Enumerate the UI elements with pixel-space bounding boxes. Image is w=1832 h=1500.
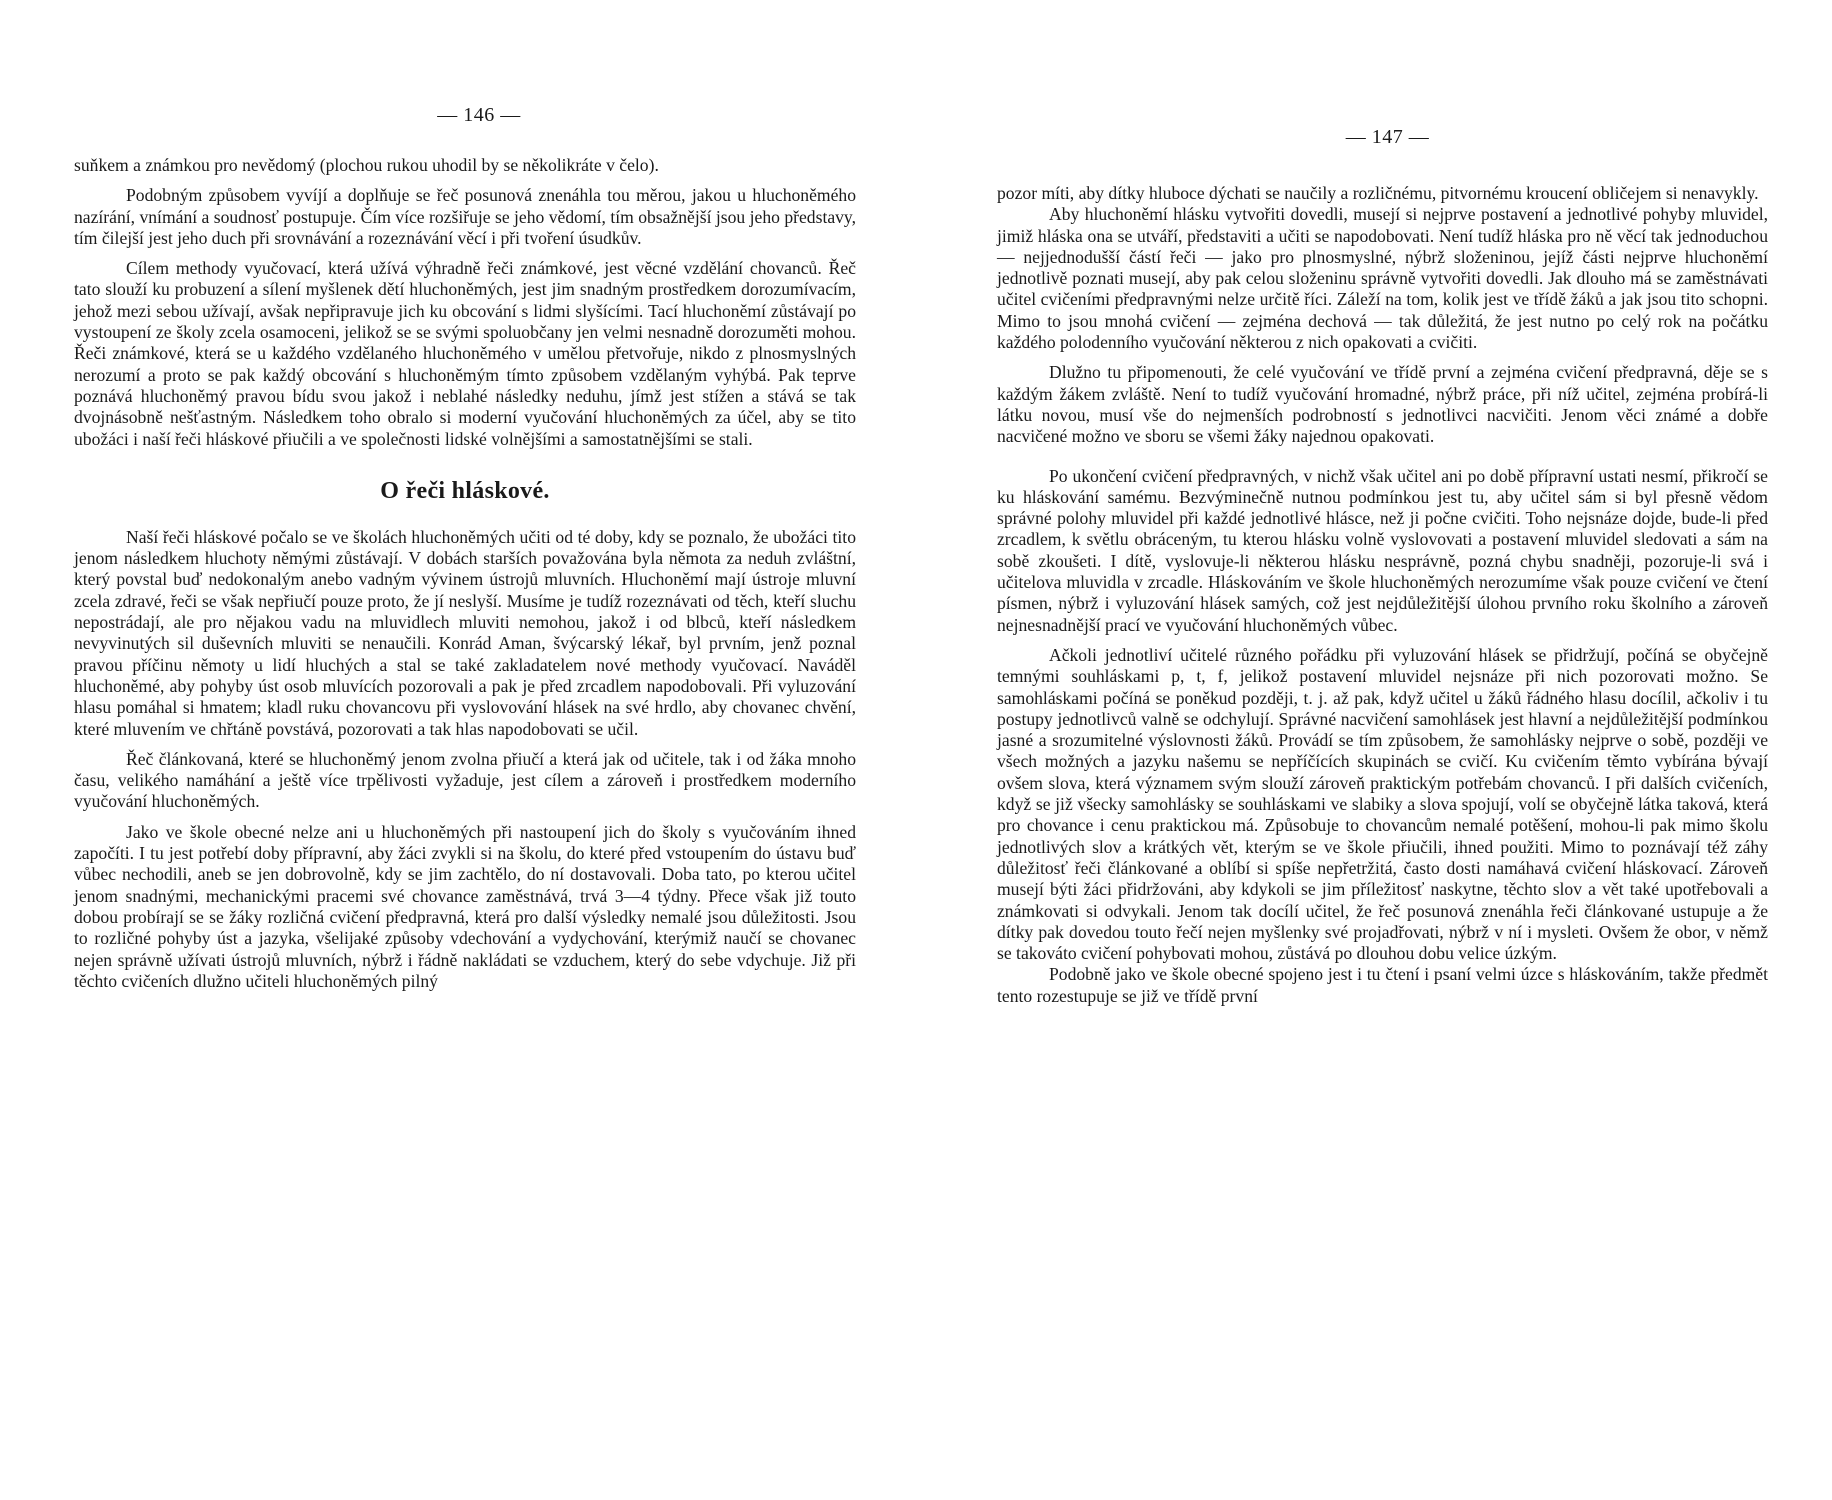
section-heading: O řeči hláskové.: [380, 477, 550, 504]
paragraph: Ačkoli jednotliví učitelé různého pořádku při vyluzování hlásek se přidržují, počíná se obyčejně temnými souhláskami p, t, f, jelikož postavení mluvidel nejsnáze při nich pozorovati možno. Se samohláskami počíná se poněkud později, t. j. až pak, když učitel u žáků řádného hlasu docílil, ačkoliv i tu postupy jednotlivců valně se odchylují. Správné nacvičení samohlásek jest hlavní a nejdůležitější podmínkou jasné a srozumitelné výslovnosti žáků. Provádí se tím způsobem, že samohlásky nejprve o sobě, později ve všech možných a jazyku našemu se nepříčících skupinách se cvičí. Ku cvičením těmto vybírána bývají ovšem slova, která významem svým slouží zároveň praktickým potřebám chovanců. I při dalších cvičeních, když se již všecky samohlásky se souhláskami ve slabiky a slova spojují, volí se obyčejně látka taková, která pro chovance i cenu praktickou má. Způsobuje to chovancům nemalé potěšení, mohou-li pak mimo školu jednotlivých slov a krátkých vět, kterým se ve škole přiučili, ihned použiti. Mimo to poznávají též záhy důležitosť řeči článkované a oblíbí si spíše nepřetržitá, často dosti namáhavá cvičení hláskovací. Zároveň musejí býti žáci přidržováni, aby kdykoli se jim příležitosť naskytne, těchto slov a vět také upotřebovali a známkovati si odvykali. Jenom tak docílí učitel, že řeč posunová znenáhla řeči článkované ustupuje a že dítky pak dovedou touto řečí nejen myšlenky své projadřovati, nýbrž v ní i mysleti. Ovšem že obor, v němž se takováto cvičení pohybovati mohou, zůstává po dlouhou dobu velice úzkým.: [997, 644, 1768, 964]
paragraph: Jako ve škole obecné nelze ani u hluchoněmých při nastoupení jich do školy s vyučováním ihned započíti. I tu jest potřebí doby přípravní, aby žáci zvykli si na školu, do které před vstoupením do ústavu buď vůbec nechodili, aneb se jen dobrovolně, kdy se jim zachtělo, do ní dostavovali. Doba tato, po kterou učitel jenom snadnými, mechanickými pracemi své chovance zaměstnává, trvá 3—4 týdny. Přece však již touto dobou probírají se se žáky rozličná cvičení předpravná, která pro další výsledky nemalé jsou důležitosti. Jsou to rozličné pohyby úst a jazyka, všelijaké způsoby vdechování a vydychování, kterýmiž naučí se chovanec nejen správně užívati ústrojů mluvních, nýbrž i řádně nakládati se vzduchem, který do sebe vdychuje. Již při těchto cvičeních dlužno učiteli hluchoněmých pilný: [74, 821, 856, 991]
paragraph: Dlužno tu připomenouti, že celé vyučování ve třídě první a zejména cvičení předpravná, děje se s každým žákem zvláště. Není to tudíž vyučování hromadné, nýbrž práce, při níž učitel, zejména probírá-li látku novou, musí vše do nejmenších podrobností s jednotlivci nacvičiti. Jenom věci známé a dobře nacvičené možno ve sboru se všemi žáky najednou opakovati.: [997, 362, 1768, 447]
paragraph: Cílem methody vyučovací, která užívá výhradně řeči známkové, jest věcné vzdělání chovanců. Řeč tato slouží ku probuzení a sílení myšlenek dětí hluchoněmých, jest jim snadným prostředkem dorozumívacím, jehož mezi sebou užívají, avšak nepřipravuje jich ku obcování s lidmi slyšícími. Tací hluchoněmí zůstávají po vystoupení ze školy zcela osamoceni, jelikož se se svými spoluobčany jen velmi nesnadně dorozuměti mohou. Řeči známkové, která se u každého vzdělaného hluchoněmého v umělou přetvořuje, nikdo z plnosmyslných nerozumí a proto se pak každý obcování s hluchoněmým tímto způsobem vzdělaným vyhýbá. Pak teprve poznává hluchoněmý pravou bídu svou jakož i neblahé následky neduhu, jímž jest stížen a stává se tak dvojnásobně nešťastným. Následkem toho obralo si moderní vyučování hluchoněmých za účel, aby se tito ubožáci i naší řeči hláskové přiučili a ve společnosti lidské volnějšími a samostatnějšími se stali.: [74, 258, 856, 449]
paragraph: Podobným způsobem vyvíjí a doplňuje se řeč posunová znenáhla tou měrou, jakou u hluchoněmého nazírání, vnímání a soudnosť postupuje. Čím více rozšiřuje se jeho vědomí, tím obsažnější jsou jeho představy, tím čilejší jest jeho duch při srovnávání a rozeznávání věcí i při tvoření úsudkův.: [74, 185, 856, 248]
paragraph: Podobně jako ve škole obecné spojeno jest i tu čtení i psaní velmi úzce s hláskováním, takže předmět tento rozestupuje se již ve třídě první: [997, 964, 1768, 1006]
paragraph: Po ukončení cvičení předpravných, v nichž však učitel ani po době přípravní ustati nesmí, přikročí se ku hláskování samému. Bezvýminečně nutnou podmínkou jest tu, aby učitel sám si byl přesně vědom správné polohy mluvidel při každé jednotlivé hlásce, než ji počne cvičiti. Toho nejsnáze dojde, bude-li před zrcadlem, k světlu obráceným, tu kterou hlásku volně vyslovovati a postavení mluvidel sledovati a sám na sobě zkoušeti. I dítě, vyslovuje-li některou hlásku nesprávně, pozná chybu snadněji, pozoruje-li svá i učitelova mluvidla v zrcadle. Hláskováním ve škole hluchoněmých nerozumíme však pouze cvičení ve čtení písmen, nýbrž i vyluzování hlásek samých, což jest nejdůležitější úlohou prvního roku školního a zároveň nejnesnadnější prací ve vyučování hluchoněmých vůbec.: [997, 465, 1768, 635]
paragraph: suňkem a známkou pro nevědomý (plochou rukou uhodil by se několikráte v čelo).: [74, 155, 659, 175]
right-page: [916, 0, 1832, 1500]
paragraph: Naší řeči hláskové počalo se ve školách hluchoněmých učiti od té doby, kdy se poznalo, že ubožáci tito jenom následkem hluchoty němými zůstávají. V dobách starších považována byla němota za neduh zvláštní, který povstal buď nedokonalým anebo vadným vývinem ústrojů mluvních. Hluchoněmí mají ústroje mluvní zcela zdravé, řeči se však nepřiučí pouze proto, že jí neslyší. Musíme je tudíž rozeznávati od těch, kteří sluchu nepostrádají, ale pro nějakou vadu na mluvidlech mluviti nemohou, jakož i od blbců, kteří následkem nevyvinutých sil duševních mluviti se nenaučili. Konrád Aman, švýcarský lékař, byl prvním, jenž poznal pravou příčinu němoty u lidí hluchých a stal se také zakladatelem nové methody vyučovací. Naváděl hluchoněmé, aby pohyby úst osob mluvících pozorovali a pak je před zrcadlem napodobovali. Při vyluzování hlasu pomáhal si hmatem; kladl ruku chovancovu při vyslovování hlásek na své hrdlo, aby chovanec chvění, které mluvením ve chřtáně povstává, pozorovati a tak hlas napodobovati se učil.: [74, 526, 856, 739]
page-number-left: — 146 —: [437, 104, 521, 126]
paragraph: Řeč článkovaná, které se hluchoněmý jenom zvolna přiučí a která jak od učitele, tak i od žáka mnoho času, velikého namáhání a ještě více trpělivosti vyžaduje, jest cílem a zároveň i prostředkem moderního vyučování hluchoněmých.: [74, 748, 856, 812]
page-number-right: — 147 —: [1345, 126, 1430, 148]
paragraph: pozor míti, aby dítky hluboce dýchati se naučily a rozličnému, pitvornému kroucení obličejem si nenavykly.: [997, 183, 1759, 203]
paragraph: Aby hluchoněmí hlásku vytvořiti dovedli, musejí si nejprve postavení a jednotlivé pohyby mluvidel, jimiž hláska ona se utváří, představiti a učiti se napodobovati. Není tudíž hláska pro ně věcí tak jednoduchou — nejjednodušší částí řeči — jako pro plnosmyslné, nýbrž složeninou, jejíž části nejprve hluchoněmí jednotlivě poznati musejí, aby pak celou složeninu správně vytvořiti dovedli. Jak dlouho má se zaměstnávati učitel cvičeními předpravnými nelze určitě říci. Záleží na tom, kolik jest ve třídě žáků a jak jsou tito schopni. Mimo to jsou mnohá cvičení — zejména dechová — tak důležitá, že jest nutno po celý rok na počátku každého polodenního vyučování některou z nich opakovati a cvičiti.: [997, 204, 1768, 353]
